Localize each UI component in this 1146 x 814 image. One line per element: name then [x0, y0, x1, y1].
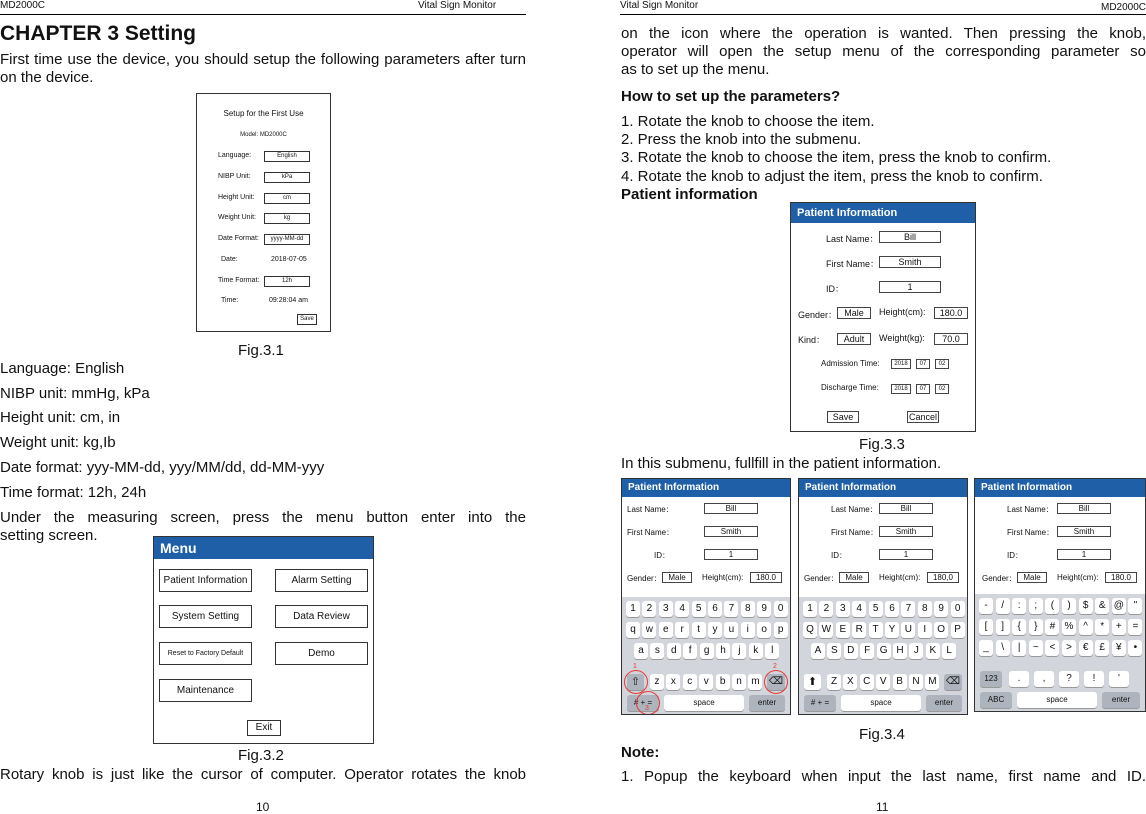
menu-data-review-button[interactable]: Data Review [275, 605, 368, 628]
key[interactable]: x [666, 674, 680, 690]
key[interactable]: . [1009, 671, 1029, 687]
key[interactable]: 9 [757, 601, 771, 617]
key[interactable]: > [1062, 640, 1076, 656]
key[interactable]: F [860, 643, 874, 659]
key[interactable]: N [909, 674, 923, 690]
panel3-gender-field[interactable]: Male [1017, 572, 1047, 583]
key[interactable]: | [1012, 640, 1026, 656]
key[interactable]: ! [1084, 671, 1104, 687]
marker-number-1: 1 [633, 663, 637, 670]
fig-3-4-panel-symbols [974, 478, 1146, 712]
patient-cancel-button[interactable]: Cancel [908, 412, 937, 422]
panel2-enter-key[interactable]: enter [926, 695, 962, 711]
key[interactable]: 2 [642, 601, 656, 617]
note-title: Note: [621, 744, 660, 761]
key[interactable]: M [925, 674, 939, 690]
marker-number-3: 3 [645, 705, 649, 712]
setup-label-height: Height Unit: [218, 194, 255, 201]
menu-system-setting-button[interactable]: System Setting [159, 605, 252, 628]
panel3-last-name-field[interactable]: Bill [1057, 503, 1111, 514]
key[interactable]: ¥ [1112, 640, 1126, 656]
key[interactable]: r [675, 622, 689, 638]
key[interactable]: f [683, 643, 697, 659]
key[interactable]: l [765, 643, 779, 659]
panel2-height-label: Height(cm): [879, 573, 921, 582]
panel2-backspace-key[interactable]: ⌫ [944, 674, 962, 690]
kind-field[interactable]: Adult [837, 333, 871, 345]
patient-title: Patient Information [791, 203, 975, 223]
fig-3-1-setup-screen [196, 93, 331, 332]
key[interactable]: J [909, 643, 923, 659]
panel3-123-key[interactable]: 123 [980, 671, 1002, 687]
key[interactable]: { [1012, 619, 1026, 635]
key[interactable]: } [1029, 619, 1043, 635]
key[interactable]: ) [1062, 598, 1076, 614]
panel1-keyboard [622, 597, 790, 714]
setup-label-time-format: Time Format: [218, 277, 260, 284]
key[interactable]: 6 [708, 601, 722, 617]
step-2: 2. Press the knob into the submenu. [621, 131, 862, 148]
panel2-symbol-switch-key[interactable]: # + = [804, 695, 836, 711]
menu-patient-information-button[interactable]: Patient Information [159, 569, 252, 592]
param-language: Language: English [0, 360, 125, 377]
key[interactable]: 2 [819, 601, 833, 617]
first-name-label: First Name： [826, 259, 880, 269]
weight-field[interactable]: 70.0 [934, 333, 968, 345]
key[interactable]: u [724, 622, 738, 638]
key[interactable]: < [1045, 640, 1059, 656]
last-name-field[interactable]: Bill [879, 231, 941, 243]
patient-save-button[interactable]: Save [827, 411, 859, 423]
setup-label-nibp: NIBP Unit: [218, 173, 251, 180]
menu-alarm-setting-button[interactable]: Alarm Setting [275, 569, 368, 592]
admission-label: Admission Time: [821, 359, 880, 368]
height-field[interactable]: 180.0 [934, 307, 968, 319]
panel3-keyboard [975, 594, 1145, 711]
right-header-model: MD2000C [1101, 2, 1146, 13]
panel3-enter-key[interactable]: enter [1102, 692, 1140, 708]
key[interactable]: T [869, 622, 883, 638]
key[interactable]: & [1095, 598, 1109, 614]
step-1: 1. Rotate the knob to choose the item. [621, 113, 875, 130]
key[interactable]: ? [1059, 671, 1079, 687]
menu-title: Menu [160, 540, 197, 556]
key[interactable]: Z [827, 674, 841, 690]
param-nibp: NIBP unit: mmHg, kPa [0, 385, 150, 402]
panel3-last-name-label: Last Name： [1007, 505, 1054, 514]
key[interactable]: k [749, 643, 763, 659]
left-header-rule [0, 14, 526, 15]
key[interactable]: a [634, 643, 648, 659]
key[interactable]: V [876, 674, 890, 690]
menu-demo-button[interactable]: Demo [275, 642, 368, 665]
panel1-first-name-label: First Name： [627, 528, 675, 537]
key[interactable]: p [774, 622, 788, 638]
key[interactable]: 6 [885, 601, 899, 617]
key[interactable]: = [1128, 619, 1142, 635]
key[interactable]: q [626, 622, 640, 638]
panel3-title: Patient Information [975, 479, 1145, 497]
key[interactable]: O [934, 622, 948, 638]
panel1-height-field[interactable]: 180.0 [750, 572, 782, 583]
key[interactable]: 5 [869, 601, 883, 617]
key[interactable]: 3 [836, 601, 850, 617]
gender-label: Gender： [798, 310, 838, 320]
right-header-rule [620, 14, 1146, 15]
key[interactable]: 4 [852, 601, 866, 617]
panel3-gender-label: Gender： [982, 574, 1017, 583]
key[interactable]: i [741, 622, 755, 638]
howto-title: How to set up the parameters? [621, 88, 841, 105]
key[interactable]: • [1128, 640, 1142, 656]
param-weight: Weight unit: kg,Ib [0, 434, 116, 451]
key[interactable]: h [716, 643, 730, 659]
under-measuring-line1: Under the measuring screen, press the menu button enter into the [0, 509, 526, 526]
setup-field-language[interactable]: English [264, 151, 310, 162]
intro-paragraph: First time use the device, you should setup the following parameters after turn on the device. [0, 51, 526, 86]
panel1-gender-field[interactable]: Male [662, 572, 692, 583]
panel3-id-label: ID： [1007, 551, 1023, 560]
key[interactable]: K [926, 643, 940, 659]
key[interactable]: I [918, 622, 932, 638]
key[interactable]: c [683, 674, 697, 690]
fig-3-4-caption: Fig.3.4 [859, 726, 905, 743]
panel3-first-name-label: First Name： [1007, 528, 1055, 537]
key[interactable]: ^ [1079, 619, 1093, 635]
panel1-symbol-switch-key[interactable]: # + = [627, 695, 659, 711]
key[interactable]: G [877, 643, 891, 659]
key[interactable]: [ [979, 619, 993, 635]
continue-line3: as to set up the menu. [621, 61, 770, 78]
continue-line2: operator will open the setup menu of the corresponding parameter so [621, 43, 1146, 60]
key[interactable]: % [1062, 619, 1076, 635]
key[interactable]: S [827, 643, 841, 659]
setup-title: Setup for the First Use [223, 109, 304, 118]
panel3-abc-key[interactable]: ABC [980, 692, 1012, 708]
right-page-number: 11 [876, 800, 889, 814]
panel1-space-key[interactable]: space [664, 695, 744, 711]
key[interactable]: 8 [741, 601, 755, 617]
gender-field[interactable]: Male [837, 307, 871, 319]
key[interactable]: A [811, 643, 825, 659]
panel1-last-name-field[interactable]: Bill [704, 503, 758, 514]
panel3-id-field[interactable]: 1 [1057, 549, 1111, 560]
panel1-enter-key[interactable]: enter [749, 695, 785, 711]
panel2-height-field[interactable]: 180,0 [927, 572, 959, 583]
key[interactable]: 3 [659, 601, 673, 617]
marker-ring-2 [764, 670, 788, 694]
chapter-title: CHAPTER 3 Setting [0, 22, 197, 45]
left-page-number: 10 [256, 800, 270, 814]
key[interactable]: @ [1112, 598, 1126, 614]
panel2-gender-label: Gender： [804, 574, 839, 583]
panel1-id-label: ID： [654, 551, 670, 560]
admission-year[interactable]: 2018 [891, 359, 911, 369]
key[interactable]: H [893, 643, 907, 659]
setup-label-time: Time: [221, 297, 239, 304]
key[interactable]: $ [1079, 598, 1093, 614]
fig-3-2-caption: Fig.3.2 [238, 747, 284, 764]
setup-field-time-format[interactable]: 12h [264, 276, 310, 287]
setup-field-date-format[interactable]: yyyy-MM-dd [264, 234, 310, 245]
panel1-gender-label: Gender： [627, 574, 662, 583]
setup-value-time[interactable]: 09:28:04 am [269, 297, 308, 304]
panel2-gender-field[interactable]: Male [839, 572, 869, 583]
key[interactable]: w [642, 622, 656, 638]
key[interactable]: t [692, 622, 706, 638]
key[interactable]: 8 [918, 601, 932, 617]
param-height: Height unit: cm, in [0, 409, 121, 426]
key[interactable]: C [860, 674, 874, 690]
panel2-shift-key[interactable]: ⬆ [804, 674, 821, 690]
panel3-height-field[interactable]: 180.0 [1105, 572, 1137, 583]
panel3-height-label: Height(cm): [1057, 573, 1099, 582]
patient-heading: Patient information [621, 186, 758, 203]
key[interactable]: 1 [626, 601, 640, 617]
panel1-title: Patient Information [622, 479, 790, 497]
key[interactable]: W [819, 622, 833, 638]
marker-number-2: 2 [773, 663, 777, 670]
left-header-title: Vital Sign Monitor [418, 0, 497, 11]
key[interactable]: 9 [934, 601, 948, 617]
weight-label: Weight(kg): [879, 333, 925, 343]
setup-model: Model: MD2000C [240, 132, 287, 138]
setup-save-button[interactable]: Save [297, 314, 317, 325]
height-label: Height(cm): [879, 307, 926, 317]
menu-maintenance-button[interactable]: Maintenance [159, 679, 252, 702]
id-label: ID： [826, 284, 845, 294]
key[interactable]: - [979, 598, 993, 614]
key[interactable]: R [852, 622, 866, 638]
key[interactable]: P [951, 622, 965, 638]
fig-3-3-patient-screen [790, 202, 976, 432]
panel2-first-name-label: First Name： [831, 528, 879, 537]
discharge-month[interactable]: 07 [916, 384, 930, 394]
first-name-field[interactable]: Smith [879, 256, 941, 268]
key[interactable]: s [650, 643, 664, 659]
fig-3-3-caption: Fig.3.3 [859, 436, 905, 453]
step-4: 4. Rotate the knob to adjust the item, press the knob to confirm. [621, 168, 1043, 185]
key[interactable]: z [650, 674, 664, 690]
key[interactable]: e [659, 622, 673, 638]
key[interactable]: v [699, 674, 713, 690]
key[interactable]: 4 [675, 601, 689, 617]
key[interactable]: b [716, 674, 730, 690]
setup-label-date-format: Date Format: [218, 235, 259, 242]
key[interactable]: j [732, 643, 746, 659]
key[interactable]: o [757, 622, 771, 638]
panel2-id-label: ID： [831, 551, 847, 560]
left-header-model: MD2000C [0, 0, 46, 11]
key[interactable]: ' [1109, 671, 1129, 687]
panel1-last-name-label: Last Name： [627, 505, 674, 514]
panel1-first-name-field[interactable]: Smith [704, 526, 758, 537]
panel2-last-name-label: Last Name： [831, 505, 878, 514]
key[interactable]: E [836, 622, 850, 638]
key[interactable]: " [1128, 598, 1142, 614]
key[interactable]: m [748, 674, 762, 690]
submenu-text: In this submenu, fullfill in the patient information. [621, 455, 942, 472]
panel2-first-name-field[interactable]: Smith [879, 526, 933, 537]
fig-3-4-panel-lowercase [621, 478, 791, 715]
admission-day[interactable]: 02 [935, 359, 949, 369]
key[interactable]: y [708, 622, 722, 638]
key[interactable]: L [942, 643, 956, 659]
fig-3-2-menu-screen [153, 536, 374, 744]
key[interactable]: : [1012, 598, 1026, 614]
key[interactable]: 0 [951, 601, 965, 617]
key[interactable]: 7 [724, 601, 738, 617]
fig-3-4-panel-uppercase [798, 478, 968, 715]
param-date-format: Date format: yyy-MM-dd, yyy/MM/dd, dd-MM-yyy [0, 459, 325, 476]
key[interactable]: # [1045, 619, 1059, 635]
kind-label: Kind： [798, 335, 826, 345]
continue-line1: on the icon where the operation is wanted. Then pressing the knob, [621, 25, 1146, 42]
key[interactable]: ( [1045, 598, 1059, 614]
key[interactable]: £ [1095, 640, 1109, 656]
setup-field-weight[interactable]: kg [264, 213, 310, 224]
discharge-year[interactable]: 2018 [891, 384, 911, 394]
id-field[interactable]: 1 [879, 281, 941, 293]
panel2-title: Patient Information [799, 479, 967, 497]
key[interactable]: Y [885, 622, 899, 638]
key[interactable]: Q [803, 622, 817, 638]
panel2-keyboard [799, 597, 967, 714]
setup-label-weight: Weight Unit: [218, 214, 256, 221]
panel2-id-field[interactable]: 1 [879, 549, 933, 560]
key[interactable]: , [1034, 671, 1054, 687]
key[interactable]: d [667, 643, 681, 659]
step-3: 3. Rotate the knob to choose the item, press the knob to confirm. [621, 149, 1052, 166]
fig-3-1-caption: Fig.3.1 [238, 342, 284, 359]
last-name-label: Last Name： [826, 234, 879, 244]
key[interactable]: D [844, 643, 858, 659]
key[interactable]: 7 [901, 601, 915, 617]
key[interactable]: * [1095, 619, 1109, 635]
admission-month[interactable]: 07 [916, 359, 930, 369]
discharge-label: Discharge Time: [821, 383, 879, 392]
key[interactable]: ~ [1029, 640, 1043, 656]
key[interactable]: ] [996, 619, 1010, 635]
key[interactable]: 5 [692, 601, 706, 617]
under-measuring-line2: setting screen. [0, 527, 98, 544]
panel2-last-name-field[interactable]: Bill [879, 503, 933, 514]
panel1-backspace-key[interactable]: ⌫ [767, 674, 785, 690]
key[interactable]: \ [996, 640, 1010, 656]
param-time-format: Time format: 12h, 24h [0, 484, 147, 501]
right-header-title: Vital Sign Monitor [620, 0, 699, 11]
key[interactable]: X [843, 674, 857, 690]
panel3-space-key[interactable]: space [1017, 692, 1097, 708]
key[interactable]: € [1079, 640, 1093, 656]
key[interactable]: _ [979, 640, 993, 656]
menu-reset-factory-button[interactable]: Reset to Factory Default [159, 642, 252, 665]
key[interactable]: 1 [803, 601, 817, 617]
menu-exit-button[interactable]: Exit [247, 720, 281, 736]
panel1-id-field[interactable]: 1 [704, 549, 758, 560]
key[interactable]: / [996, 598, 1010, 614]
panel1-height-label: Height(cm): [702, 573, 744, 582]
rotary-paragraph: Rotary knob is just like the cursor of computer. Operator rotates the knob [0, 766, 526, 783]
setup-field-nibp[interactable]: kPa [264, 172, 310, 183]
panel2-space-key[interactable]: space [841, 695, 921, 711]
discharge-day[interactable]: 02 [935, 384, 949, 394]
key[interactable]: n [732, 674, 746, 690]
panel3-first-name-field[interactable]: Smith [1057, 526, 1111, 537]
key[interactable]: 0 [774, 601, 788, 617]
panel1-shift-key[interactable]: ⇧ [627, 674, 644, 690]
setup-label-date: Date: [221, 256, 238, 263]
key[interactable]: B [893, 674, 907, 690]
setup-value-date[interactable]: 2018-07-05 [271, 256, 307, 263]
key[interactable]: + [1112, 619, 1126, 635]
setup-label-language: Language: [218, 152, 252, 159]
key[interactable]: ; [1029, 598, 1043, 614]
setup-field-height[interactable]: cm [264, 193, 310, 204]
note-line: 1. Popup the keyboard when input the last name, first name and ID. [621, 768, 1146, 785]
key[interactable]: g [700, 643, 714, 659]
key[interactable]: U [901, 622, 915, 638]
